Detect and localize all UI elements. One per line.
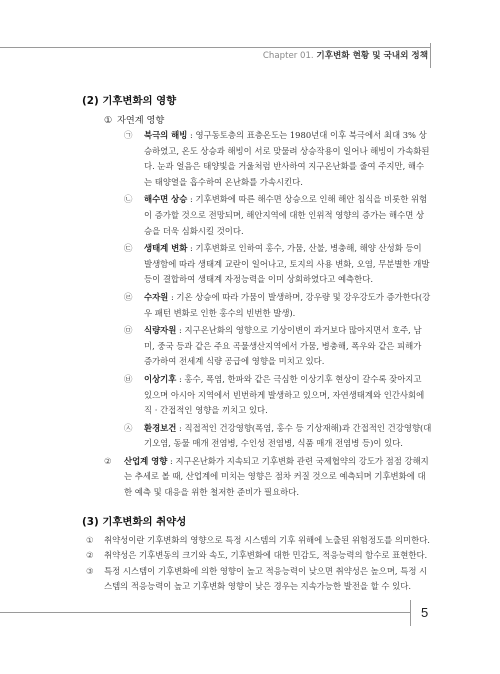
page-content — [82, 94, 432, 595]
section-2-title: (2) 기후변화의 영향 — [82, 95, 177, 107]
item-text: : 기후변화로 인하여 홍수, 가뭄, 산불, 병충해, 해양 산성화 등이 발생함에 따라 생태계 교란이 일어나고, 토지의 사용 변화, 오염, 무분별한 개발 등이 결합하여 생태계 자정능력을 이미 상회하였다고 예측한다. — [144, 243, 430, 285]
list-item — [82, 421, 432, 452]
list-item — [82, 564, 432, 595]
item-marker: ③ — [86, 565, 94, 576]
item-text: : 홍수, 폭염, 한파와 같은 극심한 이상기후 현상이 갈수록 잦아지고 있으며 아시아 지역에서 빈번하게 발생하고 있으며, 자연생태계와 인간사회에 직 · 간접적인 영향을 끼치고 있다. — [144, 373, 425, 416]
item-text: 취약성은 기후변동의 크기와 속도, 기후변화에 대한 민감도, 적응능력의 함수로 표현한다. — [104, 550, 428, 561]
subsection-term: 산업계 영향 — [124, 455, 168, 466]
item-term: 생태계 변화 — [144, 243, 188, 254]
chapter-label: Chapter 01. — [262, 51, 314, 61]
item-text: 특정 시스템이 기후변화에 의한 영향이 높고 적응능력이 낮으면 취약성은 높으며, 특정 시스템의 적응능력이 높고 기후변화 영향이 낮은 경우는 지속가능한 발전을 할 수 있다. — [104, 565, 428, 592]
item-term: 해수면 상승 — [144, 194, 188, 205]
item-text: : 직접적인 건강영향(폭염, 홍수 등 기상재해)과 간접적인 건강영향(대기오염, 동물 매개 전염병, 수인성 전염병, 식품 매개 전염병 등)이 있다. — [144, 422, 432, 449]
subsection-text: : 지구온난화가 지속되고 기후변화 관련 국제협약의 강도가 점점 강해지는 추세로 볼 때, 산업계에 미치는 영향은 점차 커질 것으로 예측되며 기후변화에 대한 예측 및 대응을 위한 철저한 준비가 필요하다. — [124, 455, 429, 498]
item-marker: ㉤ — [124, 325, 133, 336]
item-term: 북극의 해빙 — [144, 130, 188, 140]
item-marker: ㉢ — [124, 243, 133, 254]
section-3 — [82, 515, 432, 595]
item-marker: ㉦ — [124, 422, 133, 433]
item-text: : 영구동토층의 표층온도는 1980년대 이후 북극에서 최대 3% 상승하였고, 온도 상승과 해빙이 서로 맞물려 상승작용이 일어나 해빙이 가속화된다. 눈과 얼음은 태양빛을 거울처럼 반사하여 지구온난화를 줄여 주지만, 해수는 태양열을 흡수하여 온난화를 가속시킨다. — [144, 130, 430, 187]
subsection-title: 자연계 영향 — [117, 115, 165, 126]
list-item — [82, 241, 432, 288]
list-item — [82, 533, 432, 549]
list-item — [82, 128, 432, 190]
subsection-natural-impact — [104, 114, 432, 128]
subsection-industry-impact — [82, 454, 432, 501]
item-term: 수자원 — [144, 291, 169, 302]
page-number: 5 — [421, 605, 429, 620]
footer-rule — [0, 612, 410, 613]
list-item — [82, 548, 432, 564]
item-marker: ㉣ — [124, 291, 133, 302]
item-marker: ② — [86, 550, 94, 561]
chapter-header — [263, 49, 428, 61]
section-3-title: (3) 기후변화의 취약성 — [82, 515, 187, 528]
item-text: 취약성이란 기후변화의 영향으로 특정 시스템의 기후 위해에 노출된 위험정도를 의미한다. — [104, 534, 430, 545]
subsection-marker: ① — [104, 115, 113, 126]
subsection-marker: ② — [104, 455, 112, 466]
item-marker: ① — [86, 534, 94, 545]
footer-rule-tick — [410, 600, 411, 626]
item-term: 식량자원 — [144, 325, 177, 336]
item-text: : 기온 상승에 따라 가뭄이 발생하며, 강우량 및 강우강도가 증가한다(강우 패턴 변화로 인한 홍수의 빈번한 발생). — [144, 291, 431, 318]
header-rule — [0, 47, 430, 48]
item-marker: ㉠ — [124, 130, 133, 140]
chapter-title: 기후변화 현황 및 국내외 정책 — [316, 51, 428, 61]
list-item — [82, 323, 432, 370]
header-rule-tick — [430, 43, 431, 68]
item-text: : 기후변화에 따른 해수면 상승으로 인해 해안 침식을 비롯한 위험이 증가할 것으로 전망되며, 해안지역에 대한 인위적 영향의 증가는 해수면 상승을 더욱 심화시킬 것이다. — [144, 194, 428, 236]
item-marker: ㉥ — [124, 373, 133, 384]
item-term: 환경보건 — [144, 422, 177, 433]
item-marker: ㉡ — [124, 194, 133, 205]
list-item — [82, 372, 432, 419]
item-text: : 지구온난화의 영향으로 기상이변이 과거보다 많아지면서 호주, 남미, 중국 등과 같은 주요 곡물생산지역에서 가뭄, 병충해, 폭우와 같은 피해가 증가하여 전세계 식량 공급에 영향을 미치고 있다. — [144, 325, 422, 367]
list-item — [82, 290, 432, 321]
item-term: 이상기후 — [144, 373, 177, 384]
list-item — [82, 192, 432, 239]
